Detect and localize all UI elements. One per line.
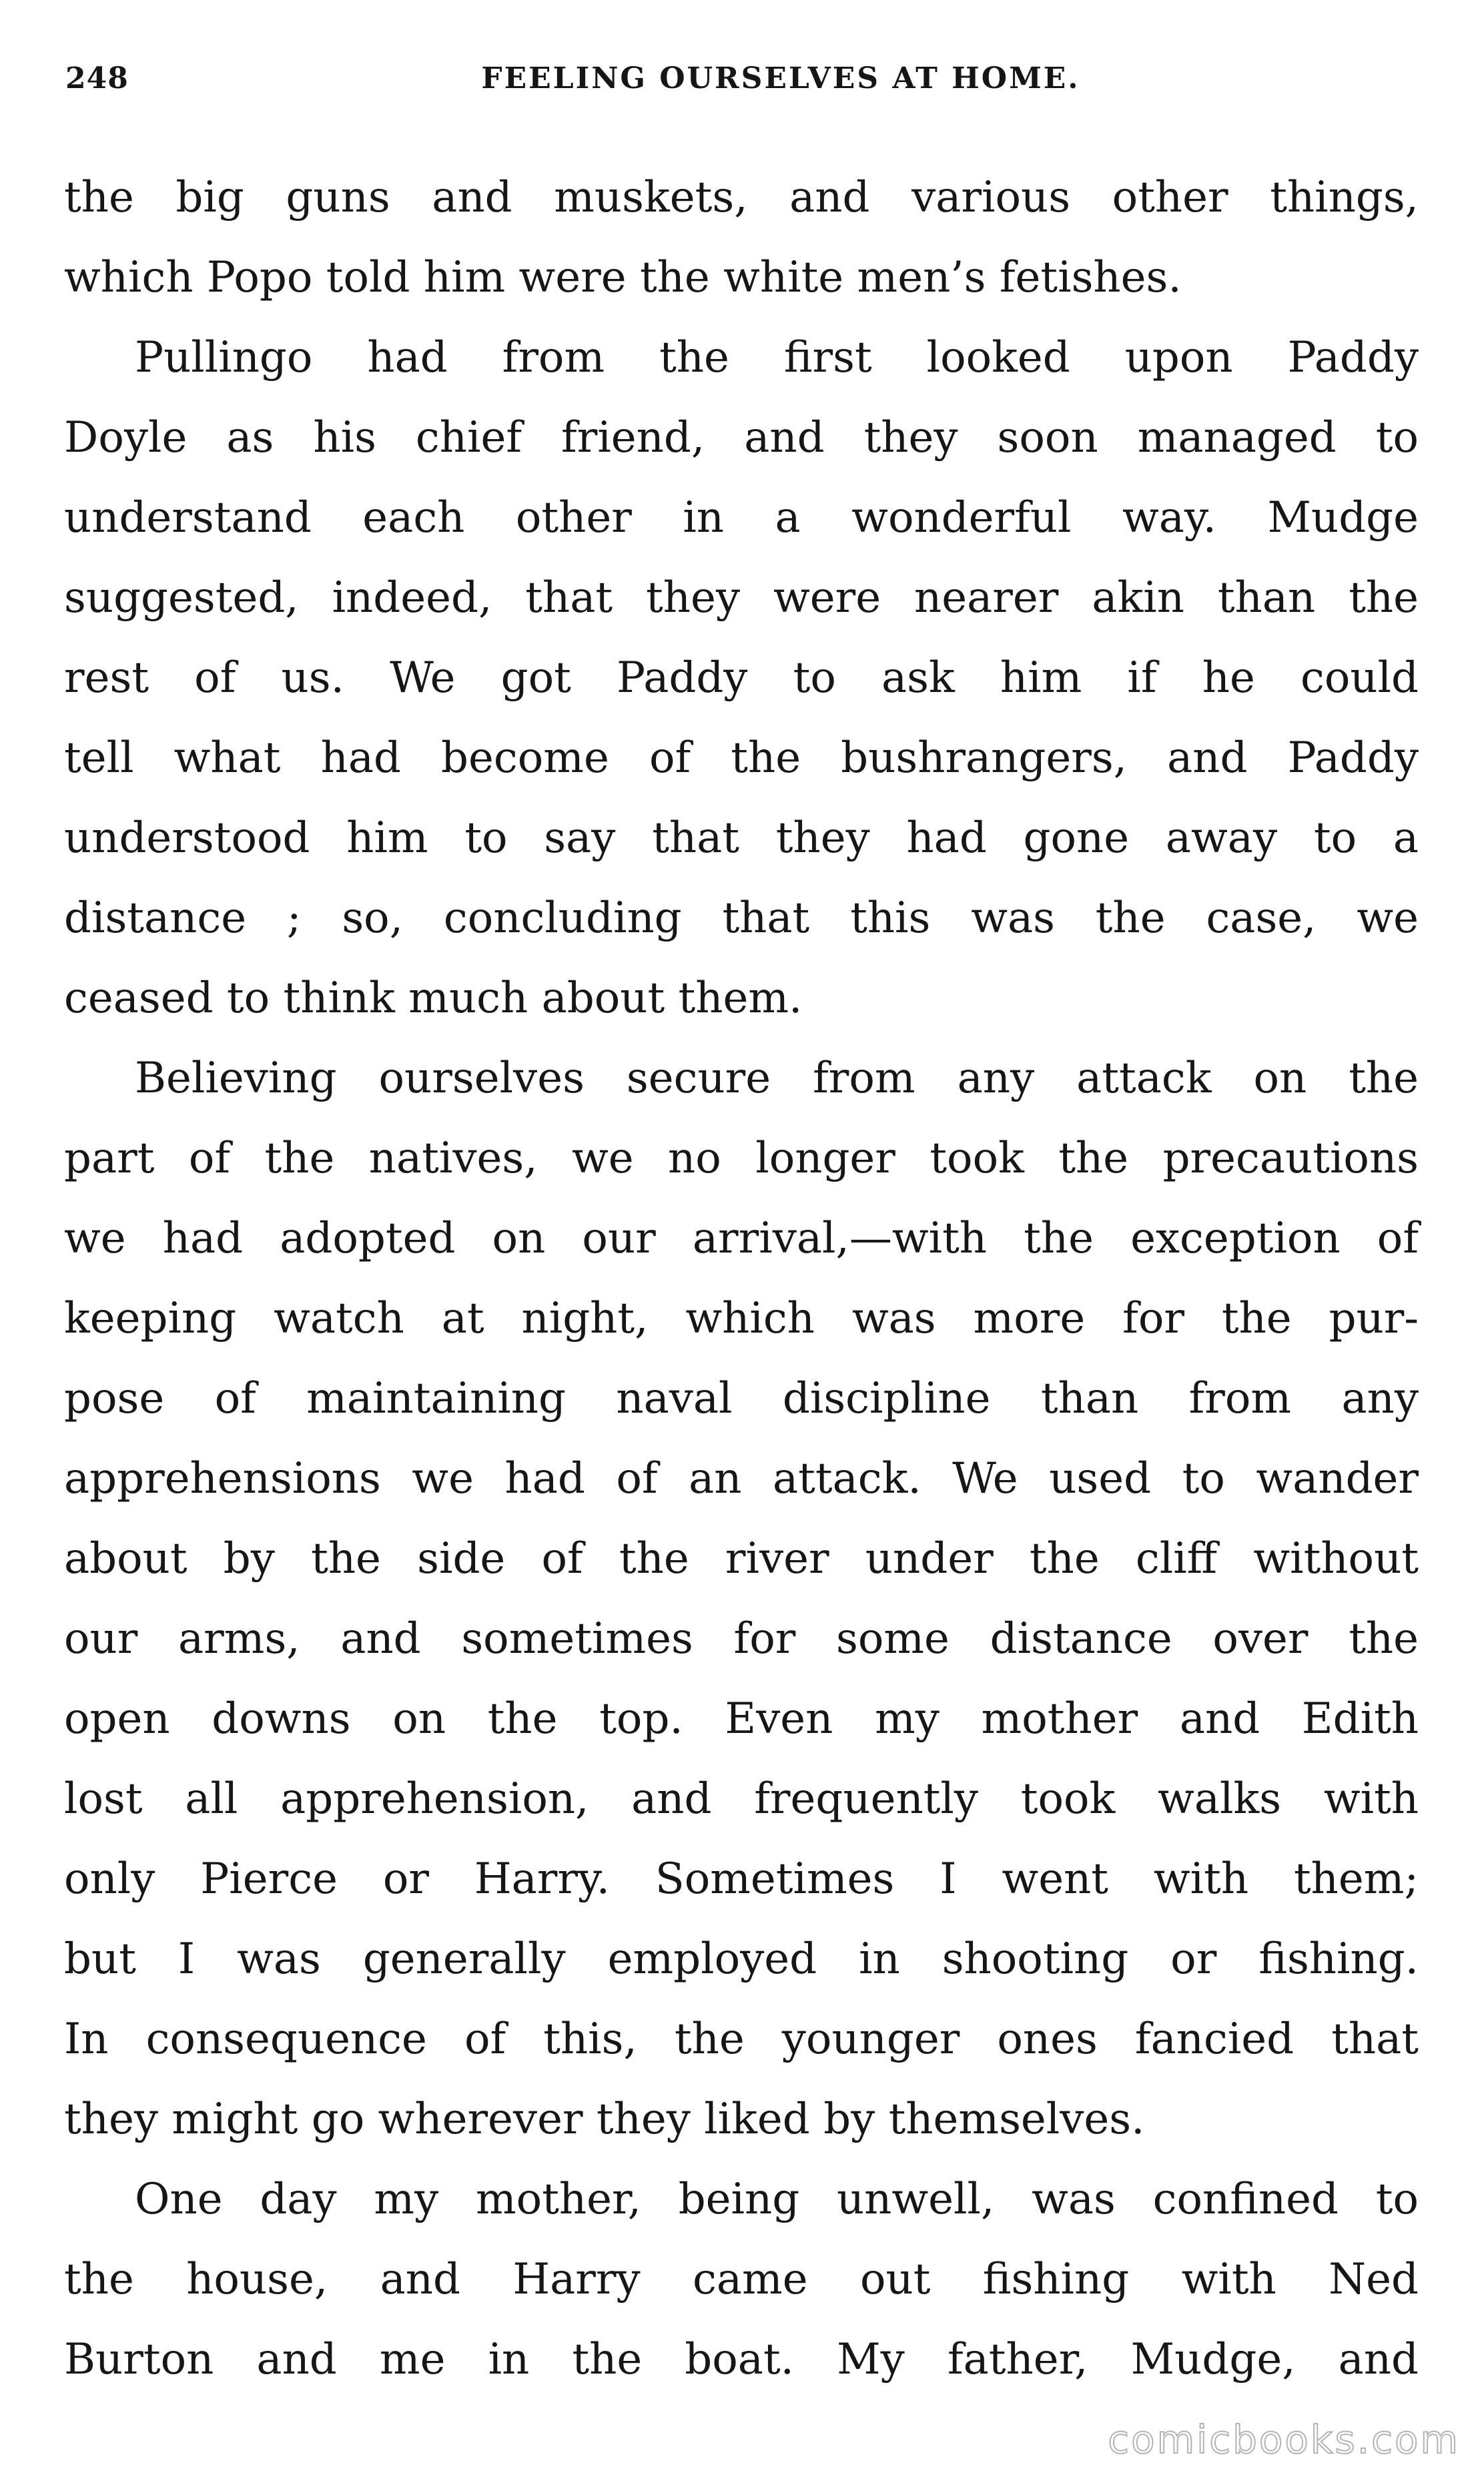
text-line: In consequence of this, the younger ones fancied that [64, 2015, 1419, 2064]
text-line: the house, and Harry came out fishing with Ned [64, 2255, 1419, 2304]
page-header [65, 61, 1416, 108]
text-line: distance ; so, concluding that this was the case, we [64, 894, 1419, 943]
text-line: One day my mother, being unwell, was confined to [135, 2175, 1419, 2224]
text-line: about by the side of the river under the cliff without [64, 1534, 1419, 1583]
text-line: Doyle as his chief friend, and they soon managed to [64, 413, 1419, 462]
paragraph [64, 157, 1419, 318]
text-line: part of the natives, we no longer took the precautions [64, 1134, 1419, 1183]
text-line: our arms, and sometimes for some distance over the [64, 1614, 1419, 1664]
text-line: Pullingo had from the first looked upon Paddy [135, 333, 1419, 382]
text-line: keeping watch at night, which was more for the pur- [64, 1294, 1419, 1343]
text-line: ceased to think much about them. [64, 974, 803, 1023]
paragraph [64, 1038, 1419, 2159]
paragraph [64, 318, 1419, 1038]
text-line: they might go wherever they liked by themselves. [64, 2095, 1145, 2144]
text-line: which Popo told him were the white men’s fetishes. [64, 253, 1182, 302]
text-line: the big guns and muskets, and various other things, [64, 173, 1419, 222]
text-line: Burton and me in the boat. My father, Mudge, and [64, 2335, 1419, 2384]
text-line: open downs on the top. Even my mother and Edith [64, 1694, 1419, 1744]
text-line: tell what had become of the bushrangers, and Paddy [64, 733, 1419, 783]
watermark: comicbooks.com [1108, 2417, 1460, 2462]
body-text [64, 157, 1419, 2400]
text-line: we had adopted on our arrival,—with the exception of [64, 1214, 1419, 1263]
text-line: lost all apprehension, and frequently took walks with [64, 1774, 1419, 1824]
page-number: 248 [65, 61, 129, 95]
text-line: but I was generally employed in shooting or fishing. [64, 1934, 1419, 1984]
text-line: apprehensions we had of an attack. We used to wander [64, 1454, 1419, 1503]
text-line: rest of us. We got Paddy to ask him if he could [64, 653, 1419, 703]
paragraph [64, 2159, 1419, 2400]
text-line: understood him to say that they had gone away to a [64, 813, 1419, 863]
text-line: suggested, indeed, that they were nearer akin than the [64, 573, 1419, 623]
text-line: pose of maintaining naval discipline than from any [64, 1374, 1419, 1423]
text-line: Believing ourselves secure from any attack on the [135, 1054, 1419, 1103]
text-line: understand each other in a wonderful way. Mudge [64, 493, 1419, 543]
running-title: FEELING OURSELVES AT HOME. [481, 61, 1080, 95]
text-line: only Pierce or Harry. Sometimes I went with them; [64, 1854, 1419, 1904]
